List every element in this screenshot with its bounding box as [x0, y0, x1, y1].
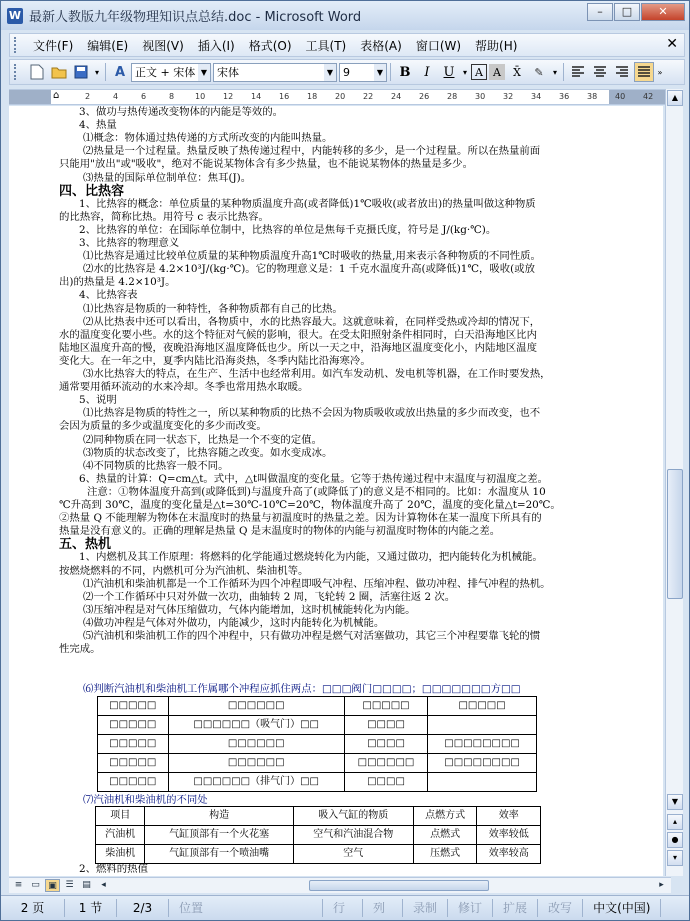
doc-line: 6、热量的计算：Q=cm△t。式中，△t叫做温度的变化量。它等于热传递过程中末温度与初温度之差。: [79, 472, 549, 485]
vertical-scrollbar[interactable]: [665, 89, 683, 876]
table-cell: 气缸顶部有一个喷油嘴: [145, 845, 293, 864]
ruler-tick: 14: [251, 92, 262, 101]
status-extend[interactable]: 扩展: [493, 899, 538, 917]
table-row: [98, 697, 537, 716]
toolbar-separator: [563, 63, 564, 81]
title-bar: [1, 1, 689, 30]
status-bar: [1, 895, 689, 920]
table-row: [96, 807, 541, 826]
doc-line: 陆地区温度升高的慢，夜晚沿海地区温度降低也少。所以一天之中，沿海地区温度变化小，内陆地区温度: [59, 341, 537, 354]
chevron-down-icon[interactable]: ▼: [198, 64, 210, 81]
doc-line: 5、说明: [79, 394, 117, 407]
scroll-down-icon[interactable]: ▼: [667, 794, 683, 810]
web-view-icon[interactable]: ▭: [31, 880, 40, 890]
doc-line: 性完成。: [59, 643, 101, 656]
justify-icon[interactable]: [634, 62, 654, 82]
table-cell: 空气和汽油混合物: [293, 826, 413, 845]
print-view-icon[interactable]: ▣: [45, 879, 60, 892]
table-cell: □□□□: [344, 773, 427, 792]
prev-page-icon[interactable]: ▴: [667, 814, 683, 830]
table-cell: □□□□: [344, 735, 427, 754]
table-cell: □□□□□□: [168, 754, 344, 773]
formatting-toolbar: [9, 59, 685, 85]
next-page-icon[interactable]: ▾: [667, 850, 683, 866]
close-button[interactable]: ✕: [641, 3, 685, 21]
style-combo[interactable]: [131, 63, 211, 82]
doc-line: ⑴汽油机和柴油机都是一个工作循环为四个冲程即吸气冲程、压缩冲程、做功冲程、排气冲程的热机。: [83, 577, 551, 590]
doc-line: 水的温度变化要小些。水的这个特征对气候的影响，很大。在受太阳照射条件相同时，白天沿海地区比内: [59, 328, 537, 341]
highlight-icon[interactable]: ✎: [534, 65, 544, 79]
table-cell: □□□□□□（吸气门）□□: [168, 716, 344, 735]
doc-line: ℃升高到 30℃，温度的变化量是△t=30℃-10℃=20℃，物体温度升高了 20℃，温度的变化量△t=20℃。: [59, 499, 561, 511]
doc-line: ⑶热量的国际单位制单位：焦耳(J)。: [83, 171, 252, 184]
ruler-tick: 28: [447, 92, 458, 101]
table-cell: □□□□: [344, 716, 427, 735]
table-cell: □□□□□: [98, 754, 169, 773]
table-cell: □□□□□□: [168, 697, 344, 716]
ruler-tick: 22: [363, 92, 374, 101]
status-section: 1 节: [65, 899, 117, 917]
table-cell: □□□□□: [344, 697, 427, 716]
ruler-tick: 10: [195, 92, 206, 101]
table-cell: 效率较低: [477, 826, 541, 845]
table-cell: 压燃式: [413, 845, 477, 864]
scroll-left-icon[interactable]: ◂: [101, 880, 106, 890]
align-left-icon[interactable]: [568, 62, 588, 82]
menu-table[interactable]: 表格(A): [360, 38, 402, 53]
window-title: 最新人教版九年级物理知识点总结.doc - Microsoft Word: [29, 10, 362, 25]
doc-line: 按燃烧燃料的不同，内燃机可分为汽油机、柴油机等。: [59, 564, 309, 577]
doc-heading: 四、比热容: [59, 183, 125, 199]
scroll-right-icon[interactable]: ▸: [659, 880, 664, 890]
scroll-up-icon[interactable]: ▲: [667, 90, 683, 106]
toolbar-grip[interactable]: [14, 64, 20, 80]
status-row: 行: [323, 899, 363, 917]
save-disk-icon[interactable]: [71, 62, 91, 82]
doc-line: 3、比热容的物理意义: [79, 237, 180, 249]
ruler-tick: 16: [279, 92, 290, 101]
menu-grip[interactable]: [14, 37, 20, 53]
stroke-table: [97, 696, 537, 792]
styles-pane-icon[interactable]: A: [114, 64, 126, 80]
engine-compare-table: [95, 806, 541, 864]
menu-tools[interactable]: 工具(T): [305, 38, 347, 53]
char-scale-icon[interactable]: X̄: [513, 65, 521, 79]
table-cell: 空气: [293, 845, 413, 864]
table-cell: □□□□□: [98, 697, 169, 716]
table-cell: □□□□□: [98, 716, 169, 735]
doc-line: 只能用"放出"或"吸收"，绝对不能说某物体含有多少热量，也不能说某物体的热量是多少。: [59, 158, 473, 171]
reading-view-icon[interactable]: ▤: [82, 880, 91, 890]
menu-help[interactable]: 帮助(H): [475, 38, 518, 53]
doc-line: ⑴概念：物体通过热传递的方式所改变的内能叫热量。: [83, 132, 333, 145]
table-cell: 吸入气缸的物质: [293, 807, 413, 826]
doc-line: ⑷不同物质的比热容一般不同。: [83, 459, 229, 472]
status-track[interactable]: 修订: [448, 899, 493, 917]
doc-line: 2、比热容的单位：在国际单位制中，比热容的单位是焦每千克摄氏度，符号是 J/(kg·℃)。: [79, 223, 497, 236]
table-cell: □□□□□□□□: [428, 735, 537, 754]
ruler-tick: 20: [335, 92, 346, 101]
table-row: [96, 826, 541, 845]
outline-view-icon[interactable]: ☰: [65, 880, 74, 890]
doc-line: ⑴比热容是物质的一种特性，各种物质都有自己的比热。: [83, 302, 343, 315]
doc-line: ②热量 Q 不能理解为物体在末温度时的热量与初温度时的热量之差。因为计算物体在某一温度下所具有的: [59, 512, 542, 525]
menu-window[interactable]: 窗口(W): [415, 38, 462, 53]
doc-line: 注意：①物体温度升高到(或降低到)与温度升高了(或降低了)的意义是不相同的。比如：水温度从 10: [87, 485, 546, 498]
doc-line: 4、热量: [79, 119, 117, 132]
table-cell: □□□□□□□□: [428, 754, 537, 773]
doc-line: 1、内燃机及其工作原理：将燃料的化学能通过燃烧转化为内能，又通过做功，把内能转化为机械能。: [79, 551, 543, 564]
underline-icon[interactable]: U: [443, 64, 455, 80]
doc-line: ⑴比热容是物质的特性之一，所以某种物质的比热不会因为物质吸收或放出热量的多少而改变，也不: [83, 407, 541, 420]
ruler-tick: 36: [559, 92, 570, 101]
word-doc-icon: W: [8, 8, 22, 22]
doc-line: ⑵一个工作循环中只对外做一次功，曲轴转 2 周，飞轮转 2 圈，活塞往返 2 次。: [83, 590, 456, 603]
status-record[interactable]: 录制: [403, 899, 448, 917]
ruler-tick: 8: [169, 92, 175, 101]
browse-object-icon[interactable]: ●: [667, 832, 683, 848]
minimize-button[interactable]: –: [587, 3, 613, 21]
table-cell: 点燃方式: [413, 807, 477, 826]
new-document-icon[interactable]: [27, 62, 47, 82]
table-cell: □□□□□□: [344, 754, 427, 773]
ruler-tick: 30: [475, 92, 486, 101]
ruler-margin-left: [9, 90, 51, 104]
doc-line: ⑵水的比热容是 4.2×10³J/(kg·℃)。它的物理意义是：1 千克水温度升高(或降低)1℃，吸收(或放: [83, 263, 535, 276]
table-cell: □□□□□□（排气门）□□: [168, 773, 344, 792]
doc-line-7: ⑺汽油机和柴油机的不同处: [83, 794, 208, 806]
bold-icon[interactable]: B: [399, 64, 411, 80]
chevron-down-icon[interactable]: ▼: [374, 64, 386, 81]
ruler-tick: 40: [615, 92, 626, 101]
table-cell: 柴油机: [96, 845, 145, 864]
ruler-tick: 34: [531, 92, 542, 101]
font-size-value: 9: [343, 65, 350, 79]
document-page[interactable]: [9, 106, 663, 876]
horizontal-ruler[interactable]: [9, 89, 671, 105]
doc-line: ⑶物质的状态改变了，比热容随之改变。如水变成冰。: [83, 446, 333, 459]
ruler-tick: 18: [307, 92, 318, 101]
doc-line: 1、比热容的概念：单位质量的某种物质温度升高(或者降低)1℃吸收(或者放出)的热量叫做这种物质: [79, 197, 536, 210]
table-cell: 项目: [96, 807, 145, 826]
status-language: 中文(中国): [583, 899, 661, 917]
ruler-tick: 42: [643, 92, 654, 101]
ruler-tick: 2: [85, 92, 91, 101]
horizontal-scroll-thumb[interactable]: [309, 880, 489, 891]
doc-heading: 五、热机: [59, 537, 112, 553]
ruler-tick: 24: [391, 92, 402, 101]
char-shading-icon[interactable]: A: [489, 64, 505, 80]
doc-line: 3、做功与热传递改变物体的内能是等效的。: [79, 106, 284, 118]
font-combo[interactable]: [213, 63, 337, 82]
table-cell: [428, 716, 537, 735]
table-cell: 汽油机: [96, 826, 145, 845]
doc-line: ⑷做功冲程是气体对外做功，内能减少，这时内能转化为机械能。: [83, 616, 385, 629]
doc-line: 4、比热容表: [79, 289, 138, 302]
doc-line: ⑵从比热表中还可以看出，各物质中，水的比热容最大。这就意味着，在同样受热或冷却的情况下，: [83, 315, 541, 328]
toolbar-options-icon[interactable]: ▾: [94, 67, 99, 77]
toolbar-more-icon[interactable]: »: [657, 67, 663, 77]
menu-edit[interactable]: 编辑(E): [87, 38, 129, 53]
ruler-tick: 38: [587, 92, 598, 101]
doc-line-6: ⑹判断汽油机和柴油机工作属哪个冲程应抓住两点：□□□阀门□□□□；□□□□□□□方□□: [83, 683, 521, 695]
doc-line: 会因为质量的多少或温度变化的多少而改变。: [59, 420, 267, 433]
menu-insert[interactable]: 插入(I): [197, 38, 235, 53]
highlight-dropdown-icon[interactable]: ▾: [552, 67, 557, 77]
ruler-tick: 4: [113, 92, 119, 101]
table-cell: 气缸顶部有一个火花塞: [145, 826, 293, 845]
doc-line: ⑵热量是一个过程量。热量反映了热传递过程中，内能转移的多少，是一个过程量。所以在热量前面: [83, 145, 541, 158]
table-cell: □□□□□□: [168, 735, 344, 754]
menu-bar: [9, 33, 685, 57]
doc-line: 的比热容，简称比热。用符号 c 表示比热容。: [59, 210, 269, 223]
table-cell: □□□□□: [98, 773, 169, 792]
table-row: [98, 716, 537, 735]
align-center-icon[interactable]: [590, 62, 610, 82]
table-cell: 效率较高: [477, 845, 541, 864]
doc-line: 热量是没有意义的。正确的理解是热量 Q 是末温度时的物体的内能与初温度时物体的内能之差。: [59, 525, 501, 538]
document-area[interactable]: [9, 106, 663, 876]
doc-line: ⑶水比热容大的特点，在生产、生活中也经常利用。如汽车发动机、发电机等机器，在工作时要发热，: [83, 368, 551, 380]
table-cell: □□□□□: [428, 697, 537, 716]
doc-line: ⑴比热容是通过比较单位质量的某种物质温度升高1℃时吸收的热量,用来表示各种物质的不同性质。: [83, 250, 541, 263]
table-row: [98, 773, 537, 792]
table-cell: 效率: [477, 807, 541, 826]
table-cell: 构造: [145, 807, 293, 826]
table-row: [98, 735, 537, 754]
italic-icon[interactable]: I: [424, 64, 430, 80]
table-row: [98, 754, 537, 773]
ruler-tick: 6: [141, 92, 147, 101]
underline-dropdown-icon[interactable]: ▾: [462, 67, 467, 77]
open-folder-icon[interactable]: [49, 62, 69, 82]
doc-line: ⑸汽油机和柴油机工作的四个冲程中，只有做功冲程是燃气对活塞做功，其它三个冲程要靠飞轮的惯: [83, 630, 541, 642]
status-position: 位置: [169, 899, 323, 917]
status-page: 2 页: [1, 899, 65, 917]
table-row: [96, 845, 541, 864]
ruler-tick: 32: [503, 92, 514, 101]
doc-close-icon[interactable]: ✕: [666, 36, 678, 52]
horizontal-scrollbar[interactable]: [9, 877, 671, 893]
doc-line: 出)的热量是 4.2×10³J。: [59, 276, 176, 289]
status-overtype[interactable]: 改写: [538, 899, 583, 917]
font-value: 宋体: [217, 66, 239, 79]
scroll-thumb[interactable]: [667, 469, 683, 599]
ruler-tick: 12: [223, 92, 234, 101]
toolbar-separator: [390, 63, 391, 81]
status-pages: 2/3: [117, 899, 169, 917]
doc-line-last: 2、燃料的热值: [79, 863, 148, 875]
chevron-down-icon[interactable]: ▼: [324, 64, 336, 81]
normal-view-icon[interactable]: ≡: [14, 880, 23, 890]
doc-line: ⑵同种物质在同一状态下，比热是一个不变的定值。: [83, 433, 322, 446]
doc-line: ⑶压缩冲程是对气体压缩做功，气体内能增加，这时机械能转化为内能。: [83, 603, 416, 616]
status-col: 列: [363, 899, 403, 917]
menu-format[interactable]: 格式(O): [248, 38, 292, 53]
table-cell: □□□□□: [98, 735, 169, 754]
maximize-button[interactable]: □: [614, 3, 640, 21]
align-right-icon[interactable]: [612, 62, 632, 82]
ruler-tick: 26: [419, 92, 430, 101]
indent-marker-icon[interactable]: ⌂: [53, 90, 60, 101]
doc-line: 通常要用循环流动的水来冷却。冬季也常用热水取暖。: [59, 381, 309, 394]
table-cell: 点燃式: [413, 826, 477, 845]
doc-line: 变化大。在一年之中，夏季内陆比沿海炎热，冬季内陆比沿海寒冷。: [59, 354, 371, 367]
char-border-icon[interactable]: A: [471, 64, 487, 80]
font-size-combo[interactable]: [339, 63, 387, 82]
table-cell: [428, 773, 537, 792]
style-value: 正文 + 宋体: [135, 66, 196, 79]
menu-view[interactable]: 视图(V): [142, 38, 184, 53]
menu-file[interactable]: 文件(F): [33, 38, 74, 53]
toolbar-separator: [105, 63, 106, 81]
